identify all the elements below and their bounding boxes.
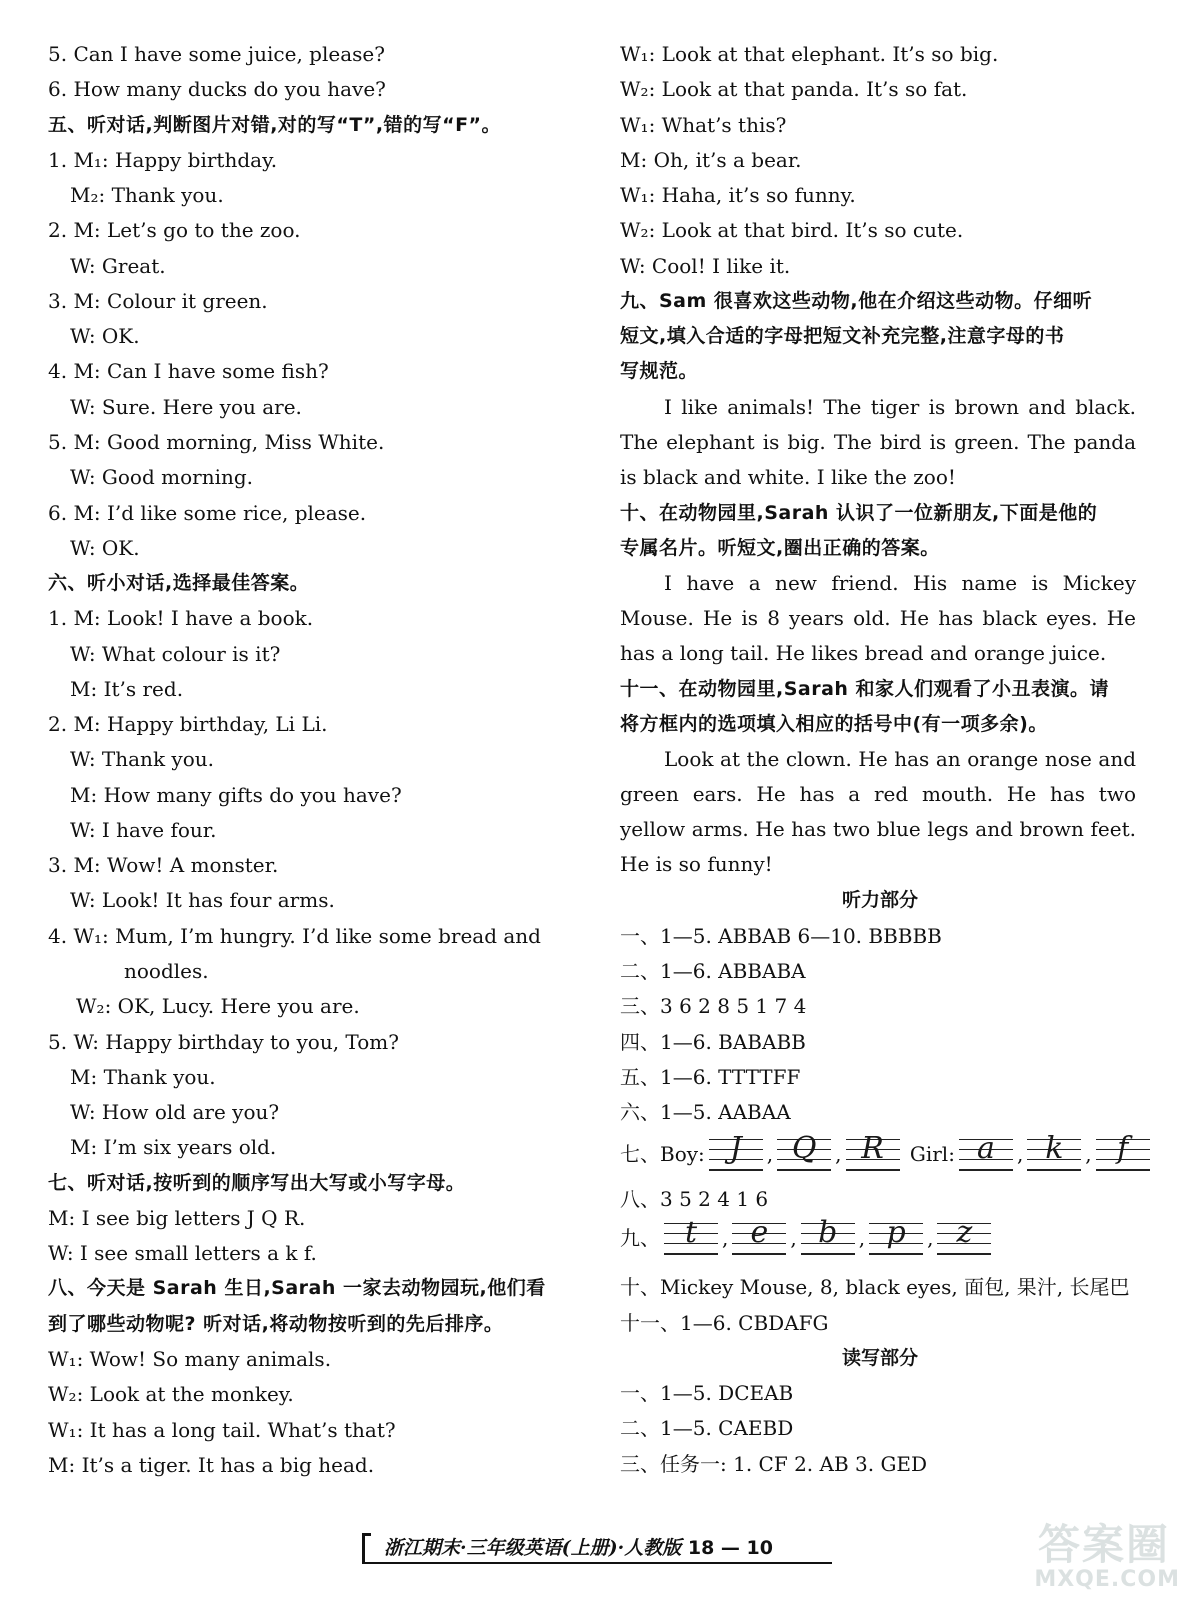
comma: , [1085, 1142, 1092, 1167]
handwritten-letter: p [886, 1215, 906, 1251]
answer-label: 九、 [620, 1226, 660, 1251]
section-heading: 九、Sam 很喜欢这些动物,他在介绍这些动物。仔细听 [620, 289, 1093, 312]
section-heading: 八、今天是 Sarah 生日,Sarah 一家去动物园玩,他们看 [48, 1277, 546, 1300]
reading-writing-section-title: 读写部分 [841, 1346, 918, 1369]
watermark-logo [1010, 1512, 1180, 1592]
transcript-line: W: Good morning. [70, 465, 254, 490]
passage-body: Look at the clown. He has an orange nose and green ears. He has a red mouth. He has two yellow arms. He has two blue legs and brown feet. He is so funny! [620, 747, 1136, 877]
transcript-line: 5. Can I have some juice, please? [48, 42, 385, 66]
transcript-line: W: Sure. Here you are. [70, 394, 302, 419]
transcript-line: W₁: What’s this? [620, 112, 787, 137]
transcript-line: W: Thank you. [70, 747, 214, 772]
answer-line: 十一、1—6. CBDAFG [620, 1310, 829, 1335]
handwritten-letter: f [1117, 1131, 1129, 1167]
handwritten-letter: b [818, 1215, 838, 1251]
section-heading: 十、在动物园里,Sarah 认识了一位新朋友,下面是他的 [620, 501, 1098, 524]
guide-line [846, 1169, 900, 1171]
transcript-line: W: Look! It has four arms. [70, 888, 335, 913]
footer-title: 浙江期末·三年级英语(上册)·人教版 [384, 1537, 682, 1559]
transcript-line: W: OK. [70, 324, 140, 349]
transcript-line: W: Great. [70, 253, 166, 278]
transcript-line: 2. M: Let’s go to the zoo. [48, 218, 301, 243]
section-heading: 十一、在动物园里,Sarah 和家人们观看了小丑表演。请 [620, 677, 1110, 700]
transcript-line: W₂: OK, Lucy. Here you are. [76, 994, 360, 1019]
transcript-line: W₁: Wow! So many animals. [48, 1346, 332, 1371]
section-heading: 到了哪些动物呢? 听对话,将动物按听到的先后排序。 [48, 1312, 504, 1335]
answer-label: 七、Boy: [620, 1142, 705, 1167]
transcript-line: W₁: It has a long tail. What’s that? [48, 1417, 396, 1442]
answer-line: 八、3 5 2 4 1 6 [620, 1187, 769, 1212]
guide-line [937, 1253, 991, 1255]
transcript-line: W₂: Look at that bird. It’s so cute. [620, 218, 964, 243]
transcript-line: M: I’m six years old. [70, 1135, 277, 1160]
passage-text [620, 742, 1136, 882]
watermark-url: MXQE.COM [1034, 1567, 1180, 1592]
transcript-line: 4. M: Can I have some fish? [48, 359, 329, 384]
page-footer [362, 1533, 832, 1563]
transcript-line: M: It’s red. [70, 676, 184, 701]
handwriting-four-line-box [869, 1215, 923, 1255]
guide-line [801, 1253, 855, 1255]
section-heading: 五、听对话,判断图片对错,对的写“T”,错的写“F”。 [48, 113, 502, 136]
handwritten-letter: R [861, 1131, 884, 1167]
passage-text [620, 390, 1136, 495]
handwritten-letter: Q [791, 1131, 817, 1167]
section-heading: 六、听小对话,选择最佳答案。 [48, 572, 310, 595]
passage-body: I like animals! The tiger is brown and black. The elephant is big. The bird is green. The panda is black and white. I like the zoo! [620, 394, 1136, 489]
guide-line [959, 1169, 1013, 1171]
handwriting-four-line-box [709, 1131, 763, 1171]
transcript-line: 4. W₁: Mum, I’m hungry. I’d like some bread and [48, 923, 541, 948]
transcript-line: W₂: Look at that panda. It’s so fat. [620, 77, 968, 102]
section-heading: 写规范。 [620, 360, 699, 383]
comma: , [790, 1226, 797, 1251]
transcript-line: 1. M: Look! I have a book. [48, 606, 314, 631]
handwritten-letter: J [729, 1131, 742, 1167]
transcript-line: W₂: Look at the monkey. [48, 1382, 294, 1407]
answer-line: 五、1—6. TTTTFF [620, 1064, 801, 1089]
passage-body: I have a new friend. His name is Mickey Mouse. He is 8 years old. He has black eyes. He has a long tail. He likes bread and orange juice. [620, 571, 1136, 666]
section-heading: 将方框内的选项填入相应的括号中(有一项多余)。 [620, 713, 1048, 736]
handwriting-four-line-box [732, 1215, 786, 1255]
guide-line [709, 1169, 763, 1171]
transcript-line: noodles. [124, 959, 209, 984]
transcript-line: W: OK. [70, 535, 140, 560]
handwritten-letter: z [956, 1215, 973, 1251]
footer-corner-mark [362, 1533, 371, 1562]
handwriting-four-line-box [1096, 1131, 1150, 1171]
answer-line: 二、1—5. CAEBD [620, 1416, 794, 1441]
handwritten-letter: e [750, 1215, 769, 1251]
handwriting-four-line-box [846, 1131, 900, 1171]
handwriting-four-line-box [777, 1131, 831, 1171]
transcript-line: 1. M₁: Happy birthday. [48, 147, 278, 172]
transcript-line: M₂: Thank you. [70, 183, 224, 208]
guide-line [1096, 1169, 1150, 1171]
transcript-line: 5. M: Good morning, Miss White. [48, 429, 385, 454]
transcript-line: M: Oh, it’s a bear. [620, 147, 802, 172]
handwriting-four-line-box [1027, 1131, 1081, 1171]
section-heading: 七、听对话,按听到的顺序写出大写或小写字母。 [48, 1171, 466, 1194]
transcript-line: M: It’s a tiger. It has a big head. [48, 1452, 375, 1477]
transcript-line: 3. M: Wow! A monster. [48, 853, 279, 878]
answer-line: 四、1—6. BABABB [620, 1029, 806, 1054]
transcript-line: W₁: Look at that elephant. It’s so big. [620, 42, 999, 66]
comma: , [927, 1226, 934, 1251]
transcript-line: 5. W: Happy birthday to you, Tom? [48, 1029, 399, 1054]
transcript-line: W₁: Haha, it’s so funny. [620, 183, 856, 208]
transcript-line: M: How many gifts do you have? [70, 782, 402, 807]
handwriting-four-line-box [664, 1215, 718, 1255]
answer-line: 二、1—6. ABBABA [620, 959, 806, 984]
transcript-line: 2. M: Happy birthday, Li Li. [48, 712, 328, 737]
transcript-line: W: What colour is it? [70, 641, 281, 666]
guide-line [1027, 1169, 1081, 1171]
transcript-line: W: Cool! I like it. [620, 253, 791, 278]
transcript-line: M: I see big letters J Q R. [48, 1205, 306, 1230]
comma: , [1016, 1142, 1024, 1167]
answer-q7 [620, 1131, 1154, 1171]
guide-line [664, 1253, 718, 1255]
answer-line: 三、3 6 2 8 5 1 7 4 [620, 994, 807, 1019]
answer-line: 六、1—5. AABAA [620, 1100, 791, 1125]
answer-line: 三、任务一: 1. CF 2. AB 3. GED [620, 1451, 928, 1476]
section-heading: 短文,填入合适的字母把短文补充完整,注意字母的书 [620, 325, 1065, 348]
answer-label: Girl: [909, 1142, 955, 1167]
transcript-line: 3. M: Colour it green. [48, 288, 268, 313]
handwriting-four-line-box [937, 1215, 991, 1255]
transcript-line: W: I see small letters a k f. [48, 1241, 317, 1266]
section-heading: 专属名片。听短文,圈出正确的答案。 [620, 536, 940, 559]
comma: , [835, 1142, 842, 1167]
handwriting-four-line-box [801, 1215, 855, 1255]
transcript-line: 6. How many ducks do you have? [48, 77, 386, 102]
answer-line: 一、1—5. DCEAB [620, 1381, 794, 1406]
page-number: 18 — 10 [687, 1537, 773, 1559]
handwritten-letter: a [976, 1131, 995, 1167]
passage-text [620, 566, 1136, 671]
footer-rule [362, 1562, 832, 1564]
guide-line [777, 1169, 831, 1171]
transcript-line: W: I have four. [70, 817, 217, 842]
listening-section-title: 听力部分 [841, 889, 918, 912]
transcript-line: M: Thank you. [70, 1064, 216, 1089]
transcript-line: W: How old are you? [70, 1100, 280, 1125]
guide-line [732, 1253, 786, 1255]
transcript-line: 6. M: I’d like some rice, please. [48, 500, 367, 525]
handwritten-letter: t [684, 1215, 698, 1251]
answer-line: 十、Mickey Mouse, 8, black eyes, 面包, 果汁, 长尾巴 [620, 1275, 1130, 1300]
comma: , [858, 1226, 866, 1251]
comma: , [722, 1226, 729, 1251]
handwriting-four-line-box [959, 1131, 1013, 1171]
answer-line: 一、1—5. ABBAB 6—10. BBBBB [620, 923, 942, 948]
comma: , [766, 1142, 774, 1167]
guide-line [869, 1253, 923, 1255]
watermark-text: 答案圈 [1037, 1520, 1170, 1569]
answer-q9 [620, 1215, 995, 1255]
handwritten-letter: k [1045, 1131, 1064, 1167]
